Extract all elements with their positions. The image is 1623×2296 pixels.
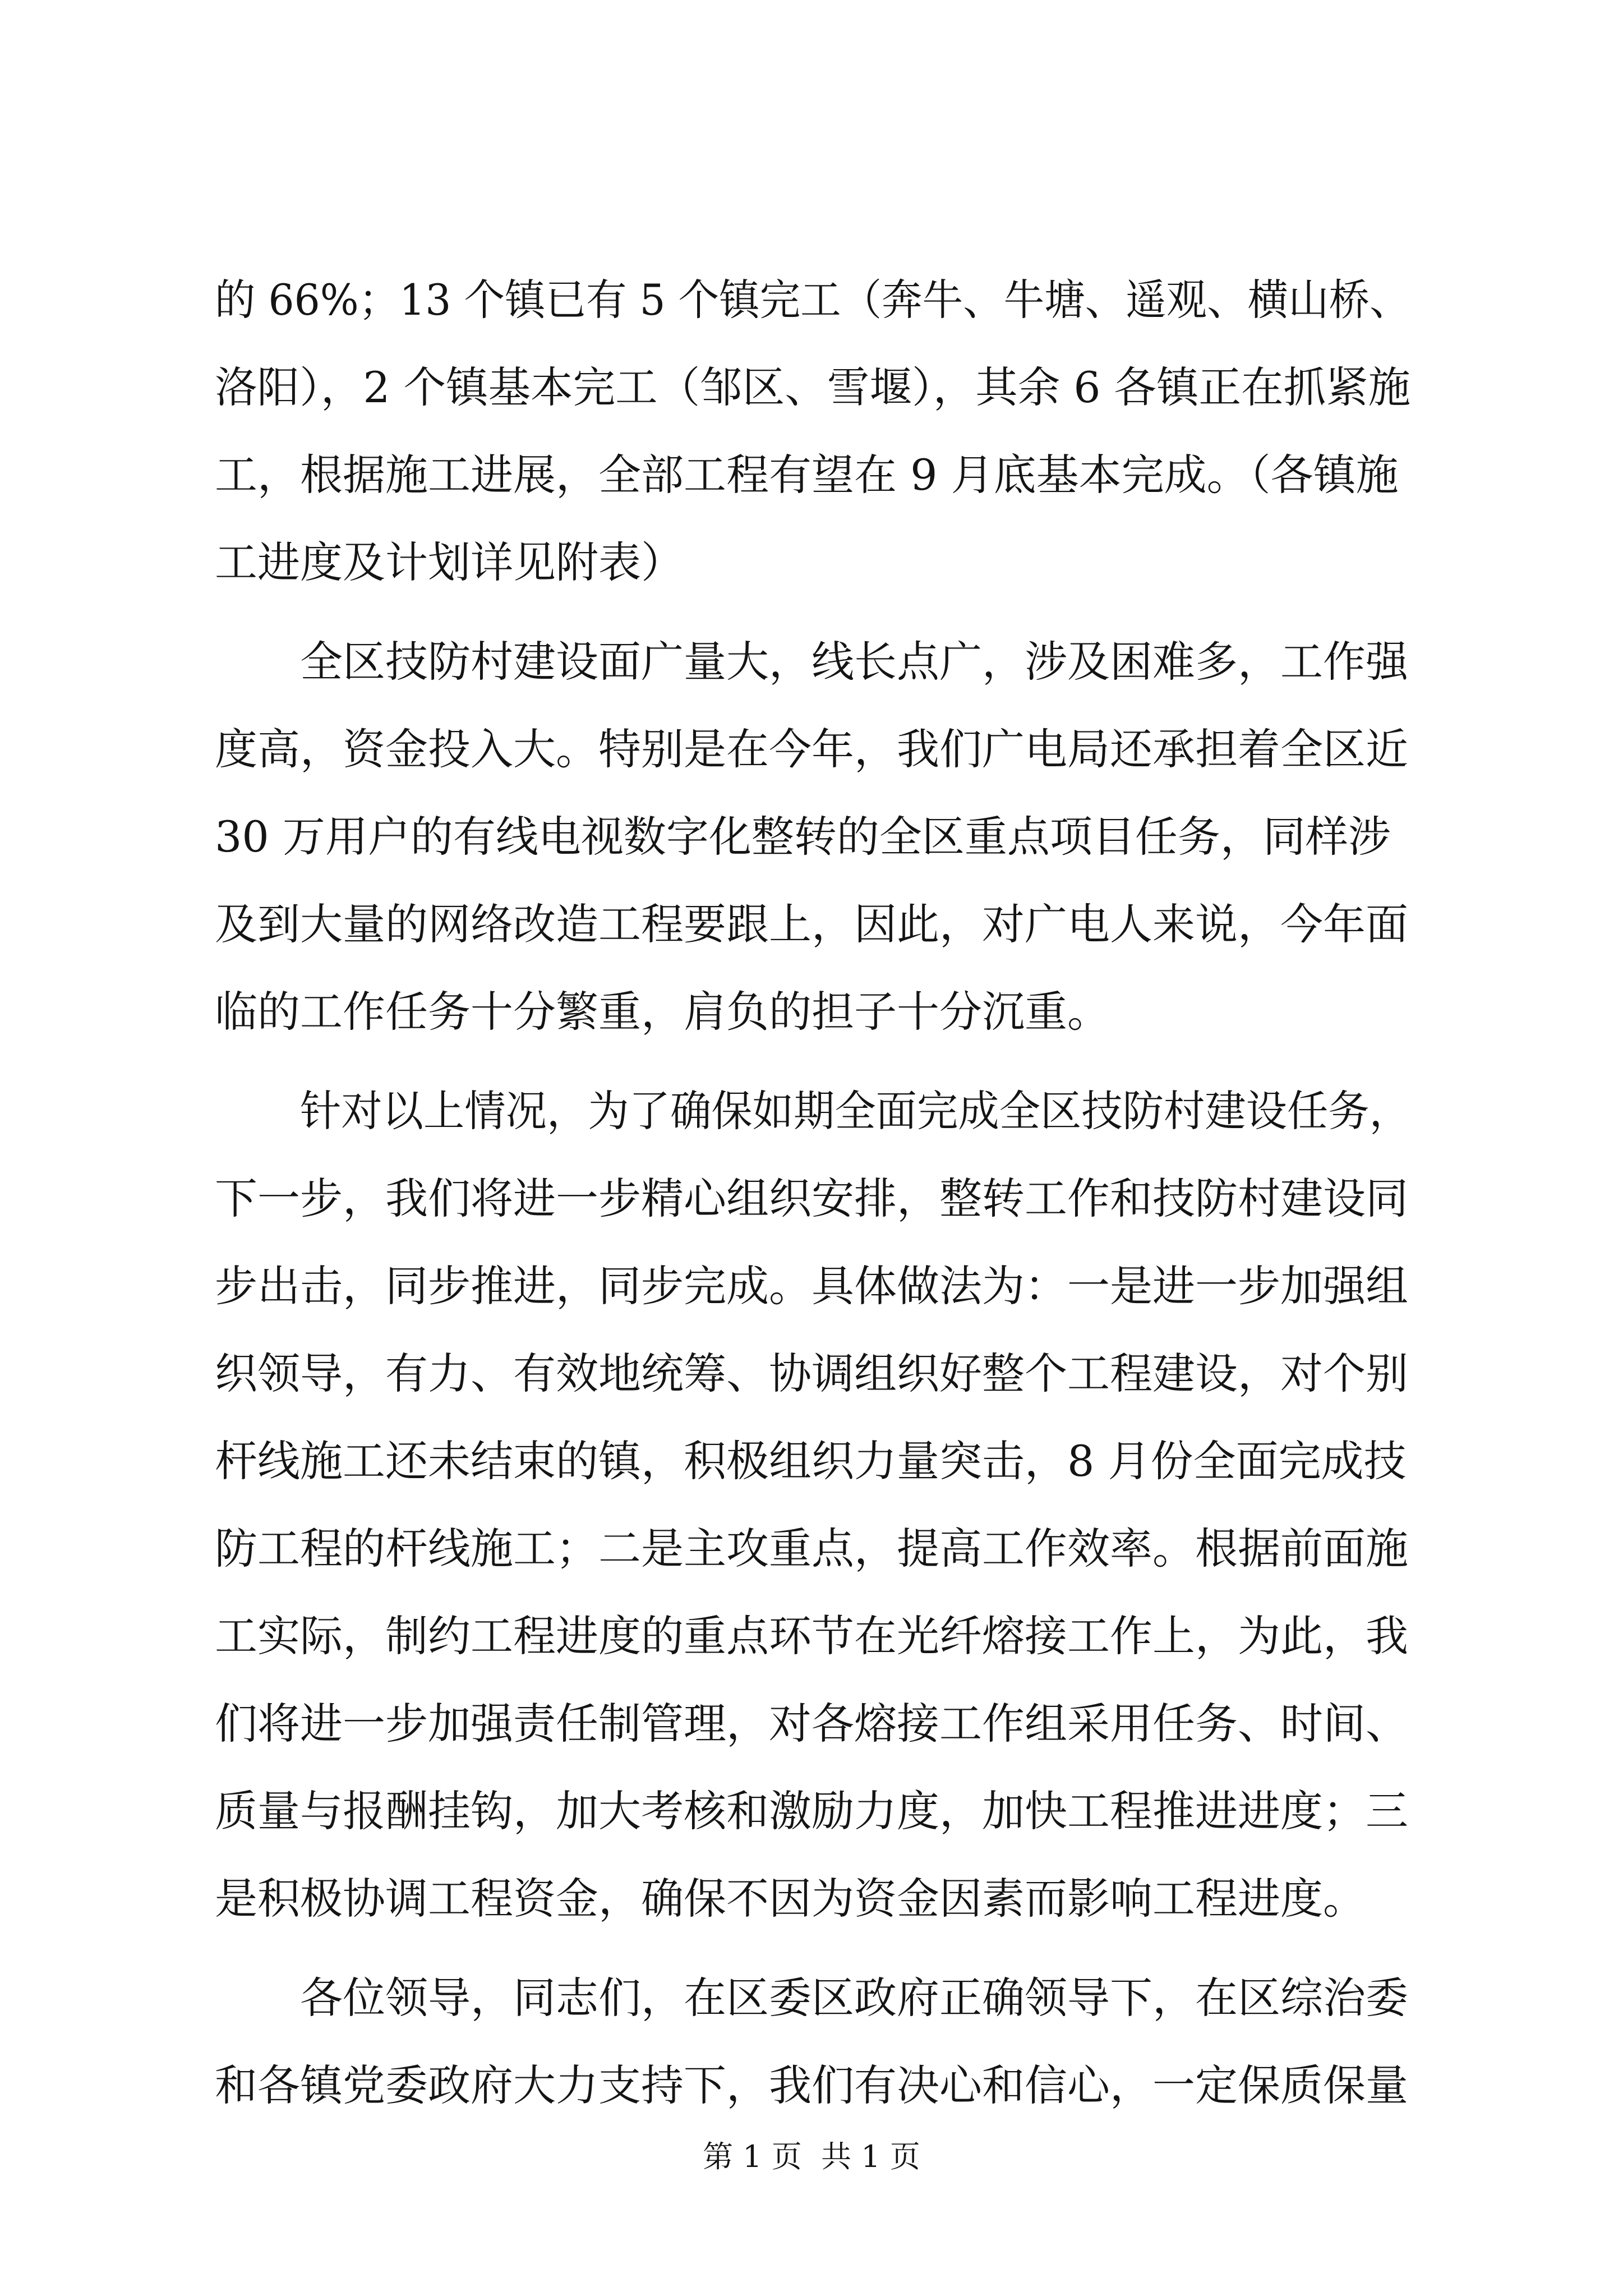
page-footer: 第 1 页 共 1 页: [703, 2139, 920, 2174]
text-line-1: 的 66%；13 个镇已有 5 个镇完工（奔牛、牛塘、遥观、横山桥、: [215, 275, 1410, 325]
text-line-18: 质量与报酬挂钩，加大考核和激励力度，加快工程推进进度；三: [215, 1786, 1408, 1836]
text-line-9: 临的工作任务十分繁重，肩负的担子十分沉重。: [215, 987, 1110, 1037]
text-line-5: 全区技防村建设面广量大，线长点广，涉及困难多，工作强: [300, 637, 1408, 687]
text-line-10: 针对以上情况，为了确保如期全面完成全区技防村建设任务，: [300, 1086, 1410, 1136]
text-line-17: 们将进一步加强责任制管理，对各熔接工作组采用任务、时间、: [215, 1699, 1408, 1749]
text-line-20: 各位领导，同志们，在区委区政府正确领导下，在区综治委: [300, 1973, 1408, 2023]
text-line-15: 防工程的杆线施工；二是主攻重点，提高工作效率。根据前面施: [215, 1524, 1408, 1573]
text-line-8: 及到大量的网络改造工程要跟上，因此，对广电人来说，今年面: [215, 899, 1408, 949]
text-line-6: 度高，资金投入大。特别是在今年，我们广电局还承担着全区近: [215, 724, 1408, 774]
text-line-16: 工实际，制约工程进度的重点环节在光纤熔接工作上，为此，我: [215, 1611, 1408, 1661]
text-line-7: 30 万用户的有线电视数字化整转的全区重点项目任务，同样涉: [215, 812, 1391, 862]
text-line-19: 是积极协调工程资金，确保不因为资金因素而影响工程进度。: [215, 1874, 1366, 1924]
text-line-2: 洛阳），2 个镇基本完工（邹区、雪堰），其余 6 各镇正在抓紧施: [215, 362, 1411, 412]
text-line-14: 杆线施工还未结束的镇，积极组织力量突击，8 月份全面完成技: [215, 1436, 1407, 1486]
text-line-21: 和各镇党委政府大力支持下，我们有决心和信心，一定保质保量: [215, 2060, 1408, 2110]
text-line-13: 织领导，有力、有效地统筹、协调组织好整个工程建设，对个别: [215, 1349, 1408, 1398]
text-line-12: 步出击，同步推进，同步完成。具体做法为：一是进一步加强组: [215, 1261, 1408, 1311]
text-line-3: 工，根据施工进展，全部工程有望在 9 月底基本完成。（各镇施: [215, 450, 1399, 500]
text-line-4: 工进度及计划详见附表）: [215, 537, 684, 587]
text-line-11: 下一步，我们将进一步精心组织安排，整转工作和技防村建设同: [215, 1174, 1408, 1223]
